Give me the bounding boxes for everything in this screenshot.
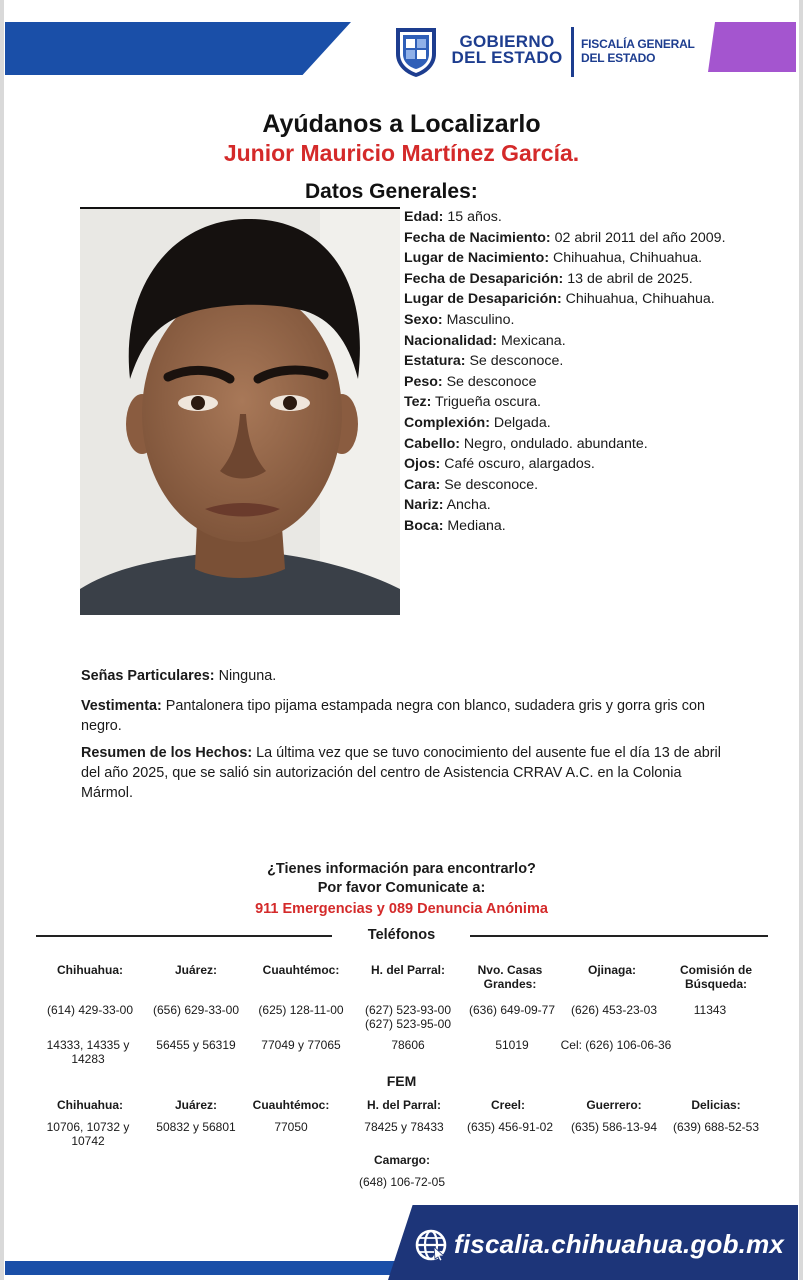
data-value: Ancha. [443, 497, 491, 514]
header-blue-band [5, 22, 351, 75]
fem-number: 78425 y 78433 [364, 1120, 444, 1134]
tel-number: 11343 [693, 1003, 727, 1017]
fem-header: Creel: [490, 1098, 525, 1112]
tel-number: (656) 629-33-00 [152, 1003, 240, 1017]
tel-number: (626) 453-23-03 [570, 1003, 658, 1017]
camargo-number: (648) 106-72-05 [358, 1175, 446, 1189]
vestimenta-value: Pantalonera tipo pijama estampada negra con blanco, sudadera gris y gorra gris con negro. [81, 698, 705, 734]
data-label: Ojos: [404, 456, 441, 473]
data-cara [404, 475, 734, 496]
fem-header: Delicias: [691, 1098, 741, 1112]
tel-number: (636) 649-09-77 [468, 1003, 556, 1017]
footer-blue-band-mid [210, 1261, 400, 1275]
fiscalia-logo-text [581, 37, 695, 65]
data-value: 13 de abril de 2025. [563, 270, 693, 287]
fiscalia-line2: DEL ESTADO [581, 51, 656, 65]
data-nacionalidad [404, 331, 734, 352]
tel-header: Ojinaga: [587, 963, 636, 977]
data-label: Edad: [404, 209, 444, 225]
footer-blue-band-left [5, 1261, 233, 1275]
vestimenta-label: Vestimenta: [81, 698, 162, 714]
fem-header: Chihuahua: [57, 1098, 123, 1112]
senas-particulares [81, 666, 731, 686]
resumen-value: La última vez que se tuvo conocimiento del ausente fue el día 13 de abril del año 2025, que se salió sin autorización del centro de Asistencia CRRAV A.C. en la Colonia Mármol. [81, 745, 721, 801]
tel-extension: 78606 [391, 1038, 425, 1052]
tel-extension: 56455 y 56319 [156, 1038, 236, 1052]
tel-header: Chihuahua: [57, 963, 123, 977]
tel-header: Juárez: [174, 963, 218, 977]
camargo-header: Camargo: [373, 1153, 430, 1167]
tel-number: (614) 429-33-00 [46, 1003, 134, 1017]
data-value: Trigueña oscura. [431, 394, 541, 411]
data-label: Nacionalidad: [404, 332, 498, 349]
data-label: Tez: [404, 394, 432, 411]
tel-header: Comisión de Búsqueda: [679, 963, 752, 991]
fem-heading: FEM [386, 1073, 417, 1089]
portrait-illustration [80, 209, 400, 615]
tel-extension: 77049 y 77065 [261, 1038, 341, 1052]
data-sexo [404, 310, 734, 331]
tel-extension: 51019 [495, 1038, 529, 1052]
fem-number: (635) 456-91-02 [466, 1120, 554, 1134]
data-nariz [404, 495, 734, 516]
data-value: Se desconoce [442, 373, 537, 390]
fem-header: Cuauhtémoc: [252, 1098, 330, 1112]
fem-number: (639) 688-52-53 [672, 1120, 760, 1134]
data-value: Chihuahua, Chihuahua. [549, 250, 703, 267]
data-value: Se desconoce. [440, 476, 539, 493]
data-ojos [404, 454, 734, 475]
tel-number: (625) 128-11-00 [258, 1003, 344, 1017]
data-label: Lugar de Nacimiento: [404, 250, 550, 267]
telefonos-heading: Teléfonos [367, 927, 436, 943]
data-cabello [404, 434, 734, 455]
data-label: Sexo: [404, 311, 443, 328]
data-fecha-nacimiento [404, 228, 734, 249]
fem-header: Juárez: [174, 1098, 218, 1112]
data-lugar-nacimiento [404, 248, 734, 269]
data-label: Boca: [404, 517, 444, 534]
missing-person-photo [80, 207, 400, 615]
resumen-label: Resumen de los Hechos: [81, 745, 253, 761]
website-url[interactable]: fiscalia.chihuahua.gob.mx [454, 1229, 785, 1259]
tel-header: Nvo. Casas Grandes: [477, 963, 543, 991]
data-value: Negro, ondulado. abundante. [459, 435, 648, 452]
data-label: Fecha de Nacimiento: [404, 229, 551, 246]
data-edad [404, 207, 734, 228]
fem-header: H. del Parral: [366, 1098, 442, 1112]
data-label: Peso: [404, 373, 443, 390]
data-value: Café oscuro, alargados. [440, 456, 595, 473]
data-label: Nariz: [404, 497, 444, 514]
general-data-list [404, 207, 734, 537]
emergency-numbers: 911 Emergencias y 089 Denuncia Anónima [255, 901, 548, 917]
data-label: Complexión: [404, 414, 490, 431]
fem-number: 10706, 10732 y 10742 [46, 1120, 130, 1148]
fem-number: (635) 586-13-94 [570, 1120, 658, 1134]
data-fecha-desaparicion [404, 269, 734, 290]
contact-prompt: Por favor Comunicate a: [317, 880, 486, 896]
tel-number: (627) 523-93-00 (627) 523-95-00 [364, 1003, 452, 1031]
state-seal-icon [392, 24, 440, 78]
gobierno-logo-text [447, 34, 567, 66]
tel-header: Cuauhtémoc: [262, 963, 340, 977]
data-value: 15 años. [443, 209, 502, 225]
data-value: Chihuahua, Chihuahua. [561, 291, 715, 308]
data-value: Delgada. [489, 414, 551, 431]
data-label: Fecha de Desaparición: [404, 270, 564, 287]
data-label: Lugar de Desaparición: [404, 291, 562, 308]
missing-person-name: Junior Mauricio Martínez García. [223, 140, 580, 166]
data-value: Se desconoce. [465, 353, 564, 370]
data-value: Mediana. [443, 517, 506, 534]
globe-icon [414, 1228, 448, 1262]
contact-question: ¿Tienes información para encontrarlo? [267, 861, 536, 877]
section-title: Datos Generales: [305, 180, 478, 203]
data-label: Cabello: [404, 435, 460, 452]
data-label: Estatura: [404, 353, 466, 370]
data-value: Masculino. [442, 311, 515, 328]
data-tez [404, 392, 734, 413]
gobierno-line1: GOBIERNO [459, 32, 555, 51]
fem-number: 77050 [274, 1120, 308, 1134]
page-title: Ayúdanos a Localizarlo [262, 110, 541, 138]
gobierno-line2: DEL ESTADO [451, 48, 563, 67]
fem-number: 50832 y 56801 [156, 1120, 236, 1134]
vestimenta [81, 696, 731, 736]
tel-extension: Cel: (626) 106-06-36 [560, 1038, 672, 1052]
senas-label: Señas Particulares: [81, 668, 215, 684]
data-estatura [404, 351, 734, 372]
tel-header: H. del Parral: [370, 963, 446, 977]
data-label: Cara: [404, 476, 441, 493]
logo-divider [571, 27, 574, 77]
header-purple-band [708, 22, 796, 72]
fiscalia-line1: FISCALÍA GENERAL [581, 37, 695, 51]
data-complexion [404, 413, 734, 434]
tel-extension: 14333, 14335 y 14283 [46, 1038, 130, 1066]
data-value: 02 abril 2011 del año 2009. [550, 229, 726, 246]
senas-value: Ninguna. [214, 668, 277, 684]
data-lugar-desaparicion [404, 289, 734, 310]
data-peso [404, 372, 734, 393]
data-value: Mexicana. [497, 332, 566, 349]
resumen-hechos [81, 743, 731, 803]
data-boca [404, 516, 734, 537]
fem-header: Guerrero: [586, 1098, 642, 1112]
